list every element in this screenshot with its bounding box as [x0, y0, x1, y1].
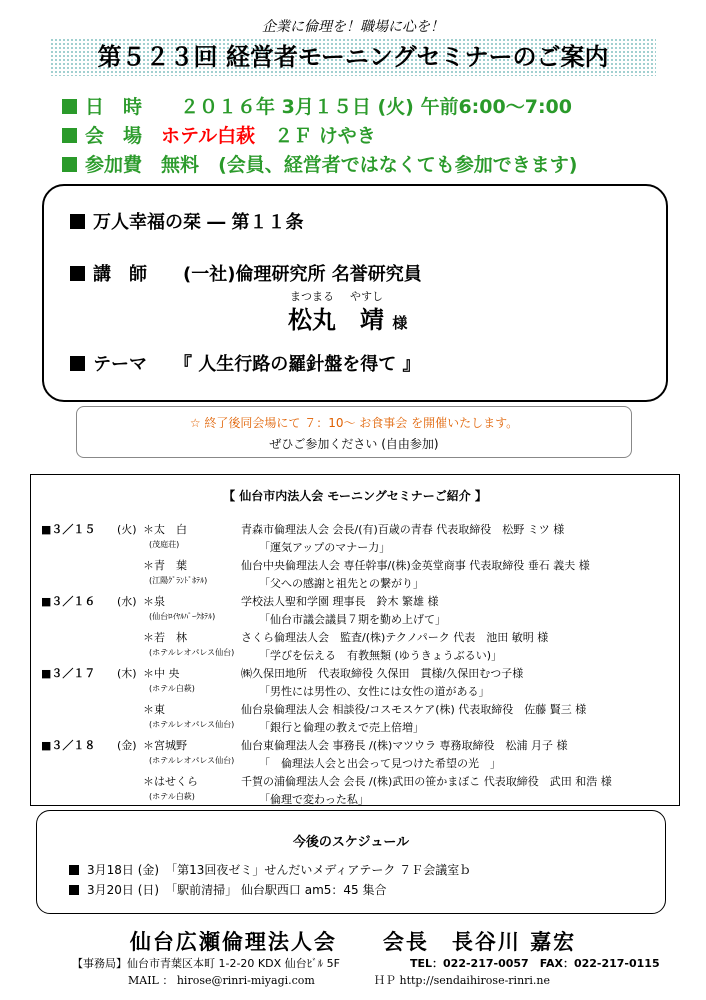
lecturer-name — [288, 300, 407, 335]
entry-topic: 「倫理で変わった私」 — [259, 793, 369, 806]
notice-box — [76, 406, 632, 458]
entry-desc: 仙台東倫理法人会 事務長 /(株)マツウラ 専務取締役 松浦 月子 様 — [241, 739, 568, 752]
entry-name: ＊宮城野 — [143, 739, 187, 752]
info-value: ２０１６年 3月１５日 (火) 午前6:00～7:00 — [180, 96, 572, 118]
entry-topic: 「 倫理法人会と出会って見つけた希望の光 」 — [259, 757, 501, 770]
schedule-item — [69, 861, 471, 878]
day-dow: (木) — [117, 667, 137, 680]
entry-topic: 「仙台市議会議員７期を勤め上げて」 — [259, 613, 446, 626]
entry-name: ＊太 白 — [143, 523, 187, 536]
honorific: 様 — [392, 314, 408, 332]
schedule-item-text: 3月20日 (日) 「駅前清掃」 仙台駅西口 am5：45 集合 — [87, 883, 387, 897]
entry-venue: (茂庭荘) — [149, 540, 180, 549]
entry-desc: ㈱久保田地所 代表取締役 久保田 貫様/久保田むつ子様 — [241, 667, 524, 680]
entry-venue: (ホテルレオパレス仙台) — [149, 648, 235, 657]
code-text: 万人幸福の栞 ― 第１１条 — [93, 212, 304, 233]
info-extra: (会員、経営者ではなくても参加できます) — [218, 154, 578, 176]
intro-header: 【 仙台市内法人会 モーニングセミナーご紹介 】 — [223, 489, 487, 503]
office-address: 【事務局】仙台市青葉区本町 1-2-20 KDX 仙台ﾋﾞﾙ 5F — [72, 957, 340, 970]
entry-name: ＊泉 — [143, 595, 165, 608]
ruby-family: まつまる — [290, 290, 334, 303]
entry-name: ＊東 — [143, 703, 165, 716]
entry-desc: 学校法人聖和学園 理事長 鈴木 繁雄 様 — [241, 595, 439, 608]
day-date: ■３／１５ — [41, 523, 96, 536]
theme-label: テーマ — [93, 354, 147, 375]
schedule-box — [36, 810, 666, 914]
info-label: 会 場 — [85, 125, 143, 147]
square-bullet-icon — [70, 214, 85, 229]
info-date — [62, 92, 572, 119]
entry-venue: (仙台ﾛｲﾔﾙﾊﾟｰｸﾎﾃﾙ) — [149, 612, 216, 621]
seminar-intro-box — [30, 474, 680, 806]
entry-topic: 「運気アップのマナー力」 — [259, 541, 391, 554]
lecturer-org: (一社)倫理研究所 名誉研究員 — [183, 264, 422, 285]
info-venue — [62, 121, 376, 148]
org-president: 会長 長谷川 嘉宏 — [382, 930, 577, 954]
theme-line — [70, 350, 421, 376]
lecturer-label: 講 師 — [93, 264, 147, 285]
entry-name: ＊はせくら — [143, 775, 198, 788]
entry-topic: 「男性には男性の、女性には女性の道がある」 — [259, 685, 490, 698]
entry-name: ＊若 林 — [143, 631, 187, 644]
entry-name: ＊中 央 — [143, 667, 180, 680]
day-date: ■３／１８ — [41, 739, 96, 752]
slogan: 企業に倫理を！職場に心を！ — [262, 19, 444, 35]
square-bullet-icon — [62, 128, 77, 143]
theme-text: 『 人生行路の羅針盤を得て 』 — [183, 354, 421, 375]
entry-topic: 「銀行と倫理の教えで売上倍増」 — [259, 721, 424, 734]
schedule-item — [69, 881, 386, 898]
lecturer-line — [70, 260, 422, 286]
office-mail[interactable]: MAIL ： hirose@rinri-miyagi.com — [128, 974, 315, 987]
day-date: ■３／１６ — [41, 595, 96, 608]
page-title: 第５２３回 経営者モーニングセミナーのご案内 — [50, 38, 656, 76]
name-family: 松丸 — [288, 306, 336, 334]
square-bullet-icon — [69, 885, 79, 895]
entry-desc: 仙台中央倫理法人会 専任幹事/(株)金英堂商事 代表取締役 垂石 義夫 様 — [241, 559, 590, 572]
org-name: 仙台広瀬倫理法人会 — [129, 930, 337, 954]
schedule-item-text: 3月18日 (金) 「第13回夜ゼミ」せんだいメディアテーク ７Ｆ会議室ｂ — [87, 863, 472, 877]
square-bullet-icon — [70, 266, 85, 281]
entry-venue: (ホテル白萩) — [149, 684, 195, 693]
entry-venue: (ホテルレオパレス仙台) — [149, 720, 235, 729]
entry-topic: 「学びを伝える 有教無類 (ゆうきょうぶるい)」 — [259, 649, 503, 662]
lecture-box — [42, 184, 668, 402]
office-website[interactable]: ＨＰ http://sendaihirose-rinri.ne — [374, 974, 551, 987]
day-dow: (金) — [117, 739, 137, 752]
office-phone: TEL：022-217-0057 FAX：022-217-0115 — [410, 957, 660, 970]
entry-desc: 千賀の浦倫理法人会 会長 /(株)武田の笹かまぼこ 代表取締役 武田 和浩 様 — [241, 775, 612, 788]
square-bullet-icon — [62, 99, 77, 114]
day-dow: (火) — [117, 523, 137, 536]
entry-venue: (江陽ｸﾞﾗﾝﾄﾞﾎﾃﾙ) — [149, 576, 208, 585]
day-date: ■３／１７ — [41, 667, 96, 680]
info-extra: ２Ｆ けやき — [274, 125, 376, 147]
entry-venue: (ホテル白萩) — [149, 792, 195, 801]
entry-name: ＊青 葉 — [143, 559, 187, 572]
square-bullet-icon — [70, 356, 85, 371]
day-dow: (水) — [117, 595, 137, 608]
name-given: 靖 — [360, 306, 384, 334]
info-label: 日 時 — [85, 96, 143, 118]
info-label: 参加費 — [85, 154, 143, 176]
org-line — [0, 926, 706, 956]
square-bullet-icon — [62, 157, 77, 172]
info-value: 無料 — [161, 154, 200, 176]
entry-venue: (ホテルレオパレス仙台) — [149, 756, 235, 765]
notice-line1: ☆ 終了後同会場にて ７：10～ お食事会 を開催いたします。 — [189, 416, 519, 430]
info-fee — [62, 150, 577, 177]
entry-desc: 仙台泉倫理法人会 相談役/コスモスケア(株) 代表取締役 佐藤 賢三 様 — [241, 703, 587, 716]
ruby-given: やすし — [350, 290, 383, 303]
info-value: ホテル白萩 — [161, 125, 256, 147]
entry-topic: 「父への感謝と祖先との繋がり」 — [259, 577, 424, 590]
code-line — [70, 208, 304, 234]
square-bullet-icon — [69, 865, 79, 875]
entry-desc: 青森市倫理法人会 会長/(有)百歳の青春 代表取締役 松野 ミツ 様 — [241, 523, 565, 536]
entry-desc: さくら倫理法人会 監査/(株)テクノパーク 代表 池田 敏明 様 — [241, 631, 549, 644]
schedule-header: 今後のスケジュール — [292, 835, 410, 850]
notice-line2: ぜひご参加ください (自由参加) — [269, 437, 439, 451]
